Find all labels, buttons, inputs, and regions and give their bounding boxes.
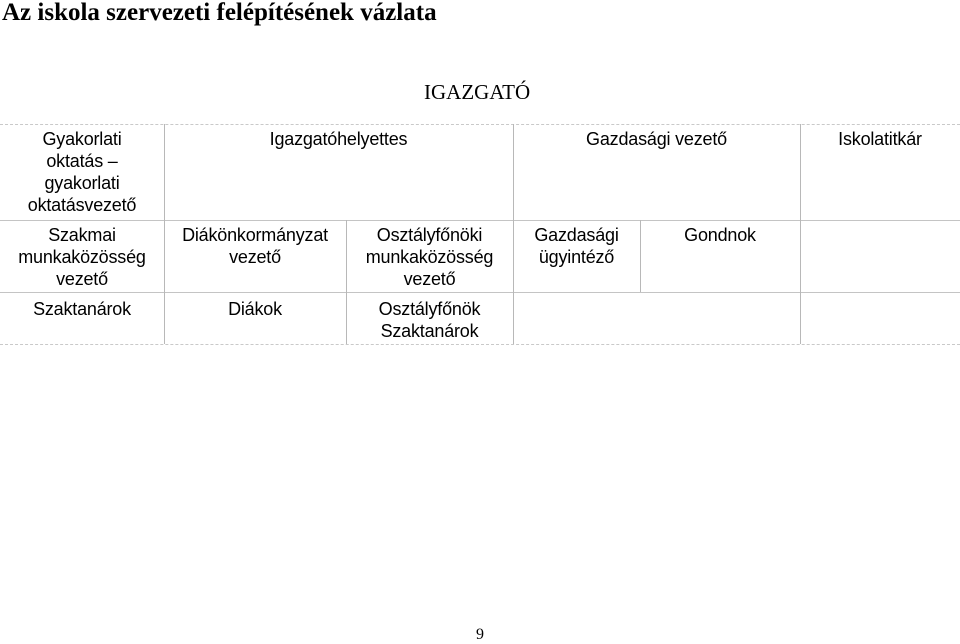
cell-homeroom-subject-teachers bbox=[346, 298, 513, 342]
row-divider-1 bbox=[0, 220, 960, 221]
table-bottom-rule bbox=[0, 344, 960, 345]
cell-students bbox=[164, 298, 346, 320]
cell-finance-administrator bbox=[513, 224, 640, 268]
cell-text: Gyakorlati oktatás – gyakorlati oktatásvezető bbox=[27, 129, 137, 215]
row-divider-2 bbox=[0, 292, 960, 293]
cell-text: Diákok bbox=[228, 299, 282, 319]
cell-text: Gazdasági ügyintéző bbox=[534, 225, 619, 267]
cell-text: Osztályfőnök Szaktanárok bbox=[378, 299, 481, 341]
cell-text: Gazdasági vezető bbox=[586, 129, 727, 149]
cell-text: Szakmai munkaközösség vezető bbox=[18, 225, 146, 289]
cell-caretaker bbox=[640, 224, 800, 246]
cell-text: Iskolatitkár bbox=[838, 129, 922, 149]
cell-student-council-lead bbox=[164, 224, 346, 268]
cell-deputy-director bbox=[164, 128, 513, 150]
cell-text: Igazgatóhelyettes bbox=[269, 129, 408, 149]
cell-finance-manager bbox=[513, 128, 800, 150]
cell-subject-teachers bbox=[0, 298, 164, 320]
column-divider bbox=[800, 124, 801, 344]
table-top-rule bbox=[0, 124, 960, 125]
cell-text: Gondnok bbox=[684, 225, 756, 245]
cell-homeroom-team-lead bbox=[346, 224, 513, 290]
page-title: Az iskola szervezeti felépítésének vázlata bbox=[2, 0, 437, 26]
cell-professional-team-lead bbox=[0, 224, 164, 290]
cell-school-secretary bbox=[800, 128, 960, 150]
director-heading: IGAZGATÓ bbox=[424, 80, 531, 104]
cell-practical-training-lead bbox=[0, 128, 164, 216]
cell-text: Szaktanárok bbox=[33, 299, 131, 319]
cell-text: Osztályfőnöki munkaközösség vezető bbox=[365, 225, 494, 289]
cell-text: Diákönkormányzat vezető bbox=[182, 225, 328, 267]
page-number: 9 bbox=[476, 626, 484, 643]
